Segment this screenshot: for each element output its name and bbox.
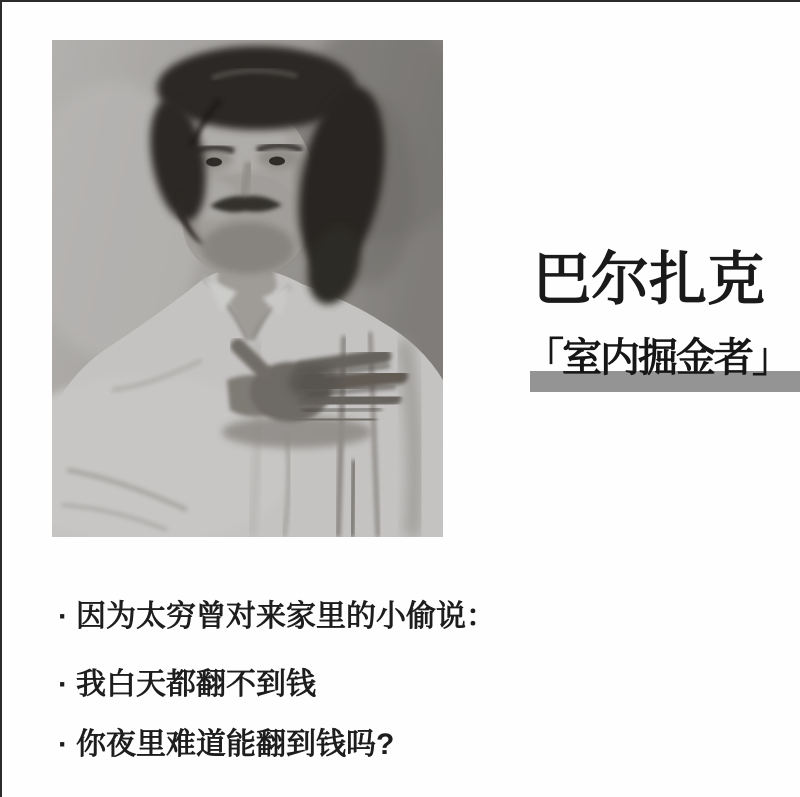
person-name-title: 巴尔扎克 — [533, 247, 766, 312]
left-border-line — [0, 0, 2, 797]
fact-text: 因为太穷曾对来家里的小偷说： — [76, 600, 496, 633]
bullet-dot: · — [58, 668, 68, 701]
balzac-portrait — [52, 40, 443, 537]
fact-text: 我白天都翻不到钱 — [76, 668, 316, 701]
bullet-dot: · — [58, 600, 68, 633]
fact-line — [58, 668, 316, 702]
film-grain-overlay — [52, 40, 443, 537]
fact-text: 你夜里难道能翻到钱吗? — [76, 728, 395, 761]
bullet-dot: · — [58, 728, 68, 761]
fact-line — [58, 600, 496, 634]
top-border-line — [0, 0, 800, 2]
subtitle-epithet: 「室内掘金者」 — [524, 336, 790, 380]
fact-line — [58, 728, 394, 762]
balzac-portrait-drawing — [52, 40, 443, 537]
